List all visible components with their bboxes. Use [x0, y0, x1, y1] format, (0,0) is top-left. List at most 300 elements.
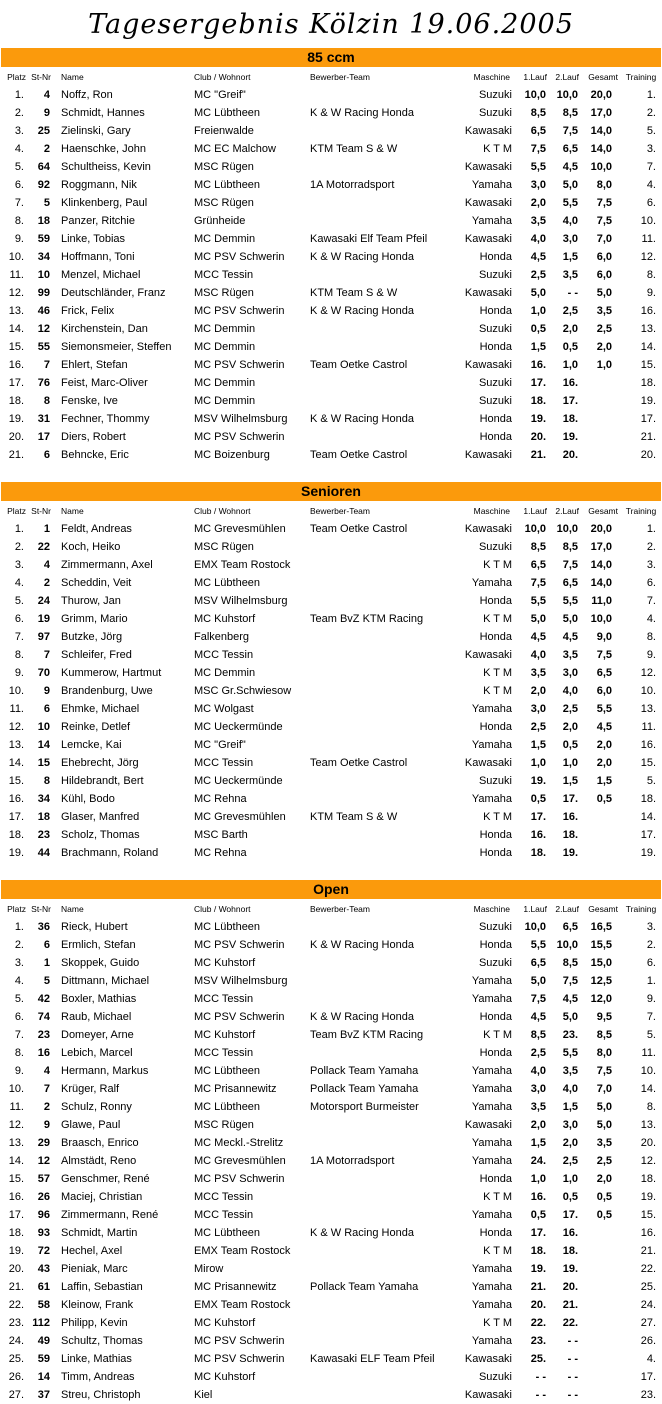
cell-team: K & W Racing Honda — [310, 305, 414, 317]
header-maschine: Maschine — [473, 904, 510, 914]
cell-club: MC Prisannewitz — [194, 1281, 277, 1293]
cell-gesamt: 14,0 — [590, 559, 612, 571]
cell-lauf1: 8,5 — [530, 107, 546, 119]
cell-lauf2: 22. — [562, 1317, 578, 1329]
cell-lauf1: 4,0 — [530, 649, 546, 661]
cell-training: 16. — [640, 305, 656, 317]
cell-training: 13. — [640, 323, 656, 335]
cell-club: MC Demmin — [194, 233, 256, 245]
cell-club: EMX Team Rostock — [194, 559, 291, 571]
cell-lauf1: 3,5 — [530, 667, 546, 679]
cell-gesamt: 17,0 — [590, 107, 612, 119]
cell-gesamt: 2,0 — [596, 739, 612, 751]
cell-gesamt: 3,5 — [596, 1137, 612, 1149]
cell-maschine: Honda — [479, 305, 512, 317]
cell-club: MC PSV Schwerin — [194, 939, 285, 951]
cell-lauf1: 22. — [530, 1317, 546, 1329]
cell-lauf2: 2,5 — [562, 1155, 578, 1167]
cell-training: 14. — [640, 811, 656, 823]
table-row — [0, 410, 662, 428]
cell-platz: 22. — [8, 1299, 24, 1311]
cell-club: MC Kuhstorf — [194, 613, 256, 625]
cell-name: Butzke, Jörg — [61, 631, 123, 643]
cell-club: MSV Wilhelmsburg — [194, 413, 288, 425]
section-gap — [0, 464, 662, 482]
cell-stnr: 2 — [43, 577, 50, 589]
cell-team: Kawasaki ELF Team Pfeil — [310, 1353, 435, 1365]
cell-platz: 20. — [8, 431, 24, 443]
cell-platz: 2. — [14, 107, 24, 119]
cell-club: MC PSV Schwerin — [194, 1011, 285, 1023]
header-stnr: St-Nr — [31, 506, 51, 516]
cell-name: Zielinski, Gary — [61, 125, 131, 137]
header-platz: Platz — [7, 72, 26, 82]
cell-stnr: 10 — [37, 269, 50, 281]
cell-lauf2: 1,0 — [562, 757, 578, 769]
cell-lauf2: 19. — [562, 1263, 578, 1275]
cell-training: 16. — [640, 1227, 656, 1239]
cell-name: Hildebrandt, Bert — [61, 775, 144, 787]
cell-club: MCC Tessin — [194, 269, 254, 281]
cell-platz: 12. — [8, 721, 24, 733]
table-row — [0, 918, 662, 936]
cell-club: MSV Wilhelmsburg — [194, 975, 288, 987]
cell-training: 2. — [646, 541, 656, 553]
cell-club: MC Lübtheen — [194, 1065, 261, 1077]
cell-lauf2: 8,5 — [562, 541, 578, 553]
cell-lauf2: 19. — [562, 847, 578, 859]
cell-name: Domeyer, Arne — [61, 1029, 134, 1041]
cell-lauf1: 10,0 — [524, 921, 546, 933]
cell-club: Mirow — [194, 1263, 224, 1275]
cell-club: MC PSV Schwerin — [194, 431, 285, 443]
cell-stnr: 1 — [43, 523, 50, 535]
cell-stnr: 10 — [37, 721, 50, 733]
header-lauf2: 2.Lauf — [555, 72, 579, 82]
cell-training: 11. — [641, 721, 656, 733]
cell-name: Glawe, Paul — [61, 1119, 121, 1131]
cell-team: K & W Racing Honda — [310, 413, 414, 425]
cell-club: MCC Tessin — [194, 649, 254, 661]
cell-training: 3. — [646, 143, 656, 155]
cell-gesamt: 2,0 — [596, 757, 612, 769]
cell-platz: 16. — [8, 359, 24, 371]
cell-platz: 11. — [9, 703, 24, 715]
table-row — [0, 1350, 662, 1368]
cell-team: Pollack Team Yamaha — [310, 1065, 419, 1077]
cell-lauf2: 4,0 — [562, 685, 578, 697]
cell-lauf2: 0,5 — [562, 341, 578, 353]
cell-lauf2: 4,5 — [562, 631, 578, 643]
cell-training: 19. — [640, 1191, 656, 1203]
cell-maschine: Yamaha — [471, 1101, 512, 1113]
cell-name: Zimmermann, René — [61, 1209, 159, 1221]
table-row — [0, 158, 662, 176]
cell-name: Siemonsmeier, Steffen — [61, 341, 172, 353]
cell-platz: 19. — [8, 1245, 24, 1257]
cell-maschine: Kawasaki — [464, 359, 512, 371]
cell-stnr: 43 — [37, 1263, 50, 1275]
cell-platz: 7. — [14, 631, 24, 643]
cell-stnr: 12 — [37, 323, 50, 335]
cell-team: K & W Racing Honda — [310, 1011, 414, 1023]
table-row — [0, 1008, 662, 1026]
cell-gesamt: 1,0 — [596, 359, 612, 371]
cell-name: Schmidt, Hannes — [61, 107, 145, 119]
table-row — [0, 628, 662, 646]
cell-lauf2: 18. — [562, 1245, 578, 1257]
cell-name: Panzer, Ritchie — [61, 215, 135, 227]
cell-club: MCC Tessin — [194, 1209, 254, 1221]
cell-lauf2: - - — [567, 1389, 578, 1401]
cell-gesamt: 14,0 — [590, 125, 612, 137]
cell-lauf1: 4,0 — [530, 1065, 546, 1077]
cell-stnr: 25 — [37, 125, 50, 137]
cell-maschine: Honda — [479, 939, 512, 951]
table-row — [0, 1026, 662, 1044]
cell-club: MSC Rügen — [194, 541, 254, 553]
cell-maschine: K T M — [483, 667, 512, 679]
header-club: Club / Wohnort — [194, 72, 251, 82]
cell-platz: 9. — [14, 667, 24, 679]
cell-training: 19. — [640, 395, 656, 407]
cell-stnr: 4 — [43, 89, 50, 101]
cell-gesamt: 2,5 — [596, 1155, 612, 1167]
cell-name: Klinkenberg, Paul — [61, 197, 148, 209]
cell-lauf1: 4,5 — [530, 631, 546, 643]
cell-platz: 9. — [14, 1065, 24, 1077]
cell-maschine: Honda — [479, 595, 512, 607]
cell-club: MC Boizenburg — [194, 449, 270, 461]
cell-training: 5. — [646, 1029, 656, 1041]
cell-name: Reinke, Detlef — [61, 721, 131, 733]
table-row — [0, 122, 662, 140]
table-row — [0, 520, 662, 538]
cell-club: MSC Barth — [194, 829, 248, 841]
cell-lauf2: 16. — [562, 811, 578, 823]
cell-stnr: 34 — [37, 251, 50, 263]
cell-club: MC Lübtheen — [194, 921, 261, 933]
cell-lauf2: 5,5 — [562, 595, 578, 607]
cell-maschine: Honda — [479, 251, 512, 263]
cell-training: 27. — [640, 1317, 656, 1329]
cell-name: Ehlert, Stefan — [61, 359, 128, 371]
cell-platz: 11. — [9, 1101, 24, 1113]
table-row — [0, 392, 662, 410]
cell-lauf1: 7,5 — [530, 143, 546, 155]
cell-stnr: 2 — [43, 1101, 50, 1113]
cell-training: 3. — [646, 921, 656, 933]
cell-platz: 8. — [14, 1047, 24, 1059]
cell-stnr: 5 — [43, 975, 50, 987]
cell-maschine: K T M — [483, 685, 512, 697]
cell-maschine: K T M — [483, 1245, 512, 1257]
cell-training: 17. — [640, 413, 656, 425]
cell-stnr: 70 — [37, 667, 50, 679]
cell-name: Behncke, Eric — [61, 449, 129, 461]
cell-training: 15. — [640, 1209, 656, 1221]
cell-stnr: 22 — [37, 541, 50, 553]
cell-stnr: 74 — [37, 1011, 50, 1023]
cell-gesamt: 7,5 — [596, 197, 612, 209]
cell-maschine: Yamaha — [471, 1209, 512, 1221]
cell-club: MC Kuhstorf — [194, 1371, 256, 1383]
cell-lauf1: 1,0 — [530, 757, 546, 769]
cell-maschine: Yamaha — [471, 739, 512, 751]
cell-stnr: 59 — [37, 1353, 50, 1365]
cell-lauf1: 19. — [530, 1263, 546, 1275]
cell-maschine: Kawasaki — [464, 1353, 512, 1365]
cell-platz: 3. — [14, 957, 24, 969]
cell-maschine: Suzuki — [478, 323, 512, 335]
table-row — [0, 574, 662, 592]
cell-lauf2: 7,5 — [562, 975, 578, 987]
cell-maschine: Honda — [479, 431, 512, 443]
table-row — [0, 1224, 662, 1242]
cell-platz: 27. — [8, 1389, 24, 1401]
cell-name: Dittmann, Michael — [61, 975, 150, 987]
cell-club: MC EC Malchow — [194, 143, 276, 155]
cell-lauf2: - - — [567, 287, 578, 299]
cell-club: MSC Rügen — [194, 161, 254, 173]
cell-gesamt: 0,5 — [596, 1191, 612, 1203]
cell-lauf1: 16. — [530, 1191, 546, 1203]
cell-lauf2: 18. — [562, 829, 578, 841]
cell-gesamt: 3,5 — [596, 305, 612, 317]
cell-maschine: Kawasaki — [464, 233, 512, 245]
cell-club: MC PSV Schwerin — [194, 1173, 285, 1185]
table-row — [0, 1368, 662, 1386]
cell-name: Fenske, Ive — [61, 395, 118, 407]
cell-training: 22. — [640, 1263, 656, 1275]
cell-stnr: 16 — [37, 1047, 50, 1059]
table-row — [0, 556, 662, 574]
cell-gesamt: 20,0 — [590, 523, 612, 535]
table-row — [0, 446, 662, 464]
table-row — [0, 1260, 662, 1278]
cell-stnr: 36 — [37, 921, 50, 933]
cell-stnr: 37 — [37, 1389, 50, 1401]
section-3 — [0, 880, 662, 1404]
cell-club: MC Lübtheen — [194, 1101, 261, 1113]
section-title: Senioren — [1, 482, 661, 501]
cell-lauf1: 5,0 — [530, 975, 546, 987]
cell-lauf1: 3,5 — [530, 1101, 546, 1113]
cell-club: MSC Rügen — [194, 197, 254, 209]
cell-lauf1: 5,0 — [530, 613, 546, 625]
table-row — [0, 1278, 662, 1296]
cell-club: Freienwalde — [194, 125, 254, 137]
cell-maschine: Honda — [479, 847, 512, 859]
cell-stnr: 6 — [43, 939, 50, 951]
cell-lauf1: 16. — [530, 829, 546, 841]
cell-lauf1: 4,0 — [530, 233, 546, 245]
cell-training: 4. — [646, 1353, 656, 1365]
table-row — [0, 972, 662, 990]
cell-stnr: 55 — [37, 341, 50, 353]
cell-training: 8. — [646, 631, 656, 643]
cell-club: MC PSV Schwerin — [194, 1335, 285, 1347]
cell-maschine: Honda — [479, 1227, 512, 1239]
page-title: Tagesergebnis Kölzin 19.06.2005 — [88, 8, 574, 40]
cell-maschine: Yamaha — [471, 1155, 512, 1167]
cell-lauf1: - - — [535, 1371, 546, 1383]
cell-team: Team BvZ KTM Racing — [310, 613, 424, 625]
table-row — [0, 356, 662, 374]
cell-maschine: Honda — [479, 631, 512, 643]
cell-stnr: 1 — [43, 957, 50, 969]
cell-gesamt: 12,5 — [590, 975, 612, 987]
cell-stnr: 4 — [43, 1065, 50, 1077]
cell-lauf2: 5,5 — [562, 197, 578, 209]
cell-lauf1: 18. — [530, 1245, 546, 1257]
cell-maschine: K T M — [483, 613, 512, 625]
table-row — [0, 1332, 662, 1350]
cell-maschine: Honda — [479, 721, 512, 733]
cell-name: Zimmermann, Axel — [61, 559, 153, 571]
cell-name: Lebich, Marcel — [61, 1047, 133, 1059]
cell-stnr: 31 — [37, 413, 50, 425]
cell-lauf2: 3,0 — [562, 1119, 578, 1131]
cell-lauf1: 0,5 — [530, 793, 546, 805]
cell-lauf2: 5,0 — [562, 179, 578, 191]
cell-lauf1: 24. — [530, 1155, 546, 1167]
cell-name: Roggmann, Nik — [61, 179, 137, 191]
cell-lauf2: 1,5 — [562, 251, 578, 263]
cell-stnr: 8 — [43, 395, 50, 407]
cell-maschine: Yamaha — [471, 1299, 512, 1311]
cell-training: 21. — [640, 1245, 656, 1257]
cell-training: 2. — [646, 107, 656, 119]
cell-platz: 2. — [14, 541, 24, 553]
cell-training: 1. — [646, 975, 656, 987]
cell-gesamt: 2,0 — [596, 341, 612, 353]
cell-lauf1: 17. — [530, 1227, 546, 1239]
cell-lauf2: 17. — [562, 1209, 578, 1221]
cell-platz: 2. — [14, 939, 24, 951]
cell-stnr: 8 — [43, 775, 50, 787]
cell-platz: 14. — [8, 1155, 24, 1167]
cell-lauf1: 3,0 — [530, 703, 546, 715]
cell-training: 11. — [641, 233, 656, 245]
cell-stnr: 6 — [43, 449, 50, 461]
cell-platz: 13. — [8, 1137, 24, 1149]
cell-club: MCC Tessin — [194, 993, 254, 1005]
cell-platz: 17. — [8, 811, 24, 823]
cell-training: 26. — [640, 1335, 656, 1347]
header-name: Name — [61, 506, 84, 516]
cell-stnr: 19 — [37, 613, 50, 625]
cell-team: Kawasaki Elf Team Pfeil — [310, 233, 428, 245]
cell-training: 4. — [646, 179, 656, 191]
cell-club: MC PSV Schwerin — [194, 1353, 285, 1365]
cell-stnr: 23 — [37, 1029, 50, 1041]
cell-team: Team Oetke Castrol — [310, 359, 408, 371]
cell-training: 1. — [646, 523, 656, 535]
cell-training: 6. — [646, 197, 656, 209]
cell-stnr: 97 — [37, 631, 50, 643]
cell-gesamt: 9,5 — [596, 1011, 612, 1023]
cell-gesamt: 2,0 — [596, 1173, 612, 1185]
table-row — [0, 772, 662, 790]
cell-platz: 13. — [8, 305, 24, 317]
cell-gesamt: 0,5 — [596, 1209, 612, 1221]
cell-platz: 20. — [8, 1263, 24, 1275]
cell-lauf1: 7,5 — [530, 577, 546, 589]
cell-maschine: K T M — [483, 559, 512, 571]
cell-platz: 6. — [14, 613, 24, 625]
cell-gesamt: 20,0 — [590, 89, 612, 101]
cell-lauf2: 2,0 — [562, 721, 578, 733]
table-row — [0, 990, 662, 1008]
cell-training: 11. — [641, 1047, 656, 1059]
cell-name: Hechel, Axel — [61, 1245, 123, 1257]
cell-team: K & W Racing Honda — [310, 939, 414, 951]
cell-club: MC PSV Schwerin — [194, 251, 285, 263]
cell-club: Grünheide — [194, 215, 246, 227]
cell-name: Philipp, Kevin — [61, 1317, 128, 1329]
cell-platz: 19. — [8, 847, 24, 859]
cell-lauf1: 1,5 — [530, 1137, 546, 1149]
cell-training: 21. — [640, 431, 656, 443]
cell-platz: 4. — [14, 577, 24, 589]
cell-name: Ehmke, Michael — [61, 703, 140, 715]
cell-name: Linke, Tobias — [61, 233, 126, 245]
cell-platz: 23. — [8, 1317, 24, 1329]
cell-name: Krüger, Ralf — [61, 1083, 120, 1095]
cell-club: MSC Rügen — [194, 1119, 254, 1131]
cell-lauf1: 25. — [530, 1353, 546, 1365]
cell-maschine: K T M — [483, 1317, 512, 1329]
cell-training: 9. — [646, 649, 656, 661]
cell-lauf2: 2,5 — [562, 305, 578, 317]
cell-training: 14. — [640, 1083, 656, 1095]
cell-maschine: Honda — [479, 1173, 512, 1185]
cell-maschine: K T M — [483, 811, 512, 823]
cell-lauf2: 3,5 — [562, 649, 578, 661]
cell-gesamt: 6,5 — [596, 667, 612, 679]
cell-stnr: 24 — [37, 595, 50, 607]
cell-platz: 1. — [14, 921, 24, 933]
cell-training: 17. — [640, 829, 656, 841]
table-row — [0, 592, 662, 610]
cell-club: MC Demmin — [194, 323, 256, 335]
cell-club: MC Rehna — [194, 793, 247, 805]
table-row — [0, 86, 662, 104]
cell-club: MC Demmin — [194, 395, 256, 407]
cell-platz: 21. — [8, 1281, 24, 1293]
cell-club: MC Ueckermünde — [194, 721, 283, 733]
header-lauf1: 1.Lauf — [523, 72, 547, 82]
cell-maschine: Yamaha — [471, 1263, 512, 1275]
header-training: Training — [625, 904, 657, 914]
cell-maschine: Kawasaki — [464, 523, 512, 535]
cell-stnr: 61 — [37, 1281, 50, 1293]
cell-training: 5. — [646, 775, 656, 787]
table-row — [0, 646, 662, 664]
cell-gesamt: 6,0 — [596, 251, 612, 263]
table-row — [0, 248, 662, 266]
cell-gesamt: 16,5 — [590, 921, 612, 933]
cell-club: MCC Tessin — [194, 1047, 254, 1059]
cell-lauf1: 21. — [530, 1281, 546, 1293]
cell-maschine: Kawasaki — [464, 757, 512, 769]
cell-gesamt: 2,5 — [596, 323, 612, 335]
cell-lauf1: 2,5 — [530, 721, 546, 733]
cell-lauf1: 19. — [530, 775, 546, 787]
cell-lauf2: 1,5 — [562, 775, 578, 787]
cell-lauf2: 21. — [562, 1299, 578, 1311]
